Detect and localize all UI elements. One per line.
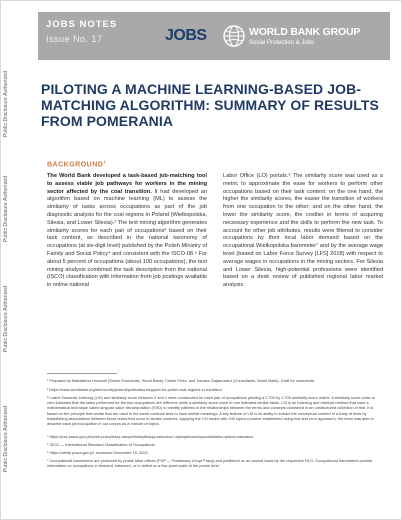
- disclosure-label: Public Disclosure Authorized: [3, 286, 9, 353]
- footnote: ¹ Prepared by Maddalena Honorati (Senior Economist, World Bank), Céline Ferré, and Tomasz Gajderowicz (Consultants, World Bank). Draft for comments.: [47, 378, 315, 383]
- disclosure-label: Public Disclosure Authorized: [3, 406, 9, 473]
- body-column-right: Labor Office (LO) portals.⁶ The similarity score was used as a metric to approximate the ease for workers to perform other occupations based on their task content: on the one hand, the higher the similarity scores, the easier the transition of workers from one occupation to the other; and on the other hand, the lower the similarity score, the costlier in terms of acquiring necessary experience and the skills to perform the new task. To account for other job attributes, results were filtered to consider occupations by their local labor demand based on the occupational Wielkopolska barometer⁷ and by the average wage level (based on Labor Force Survey [LFS] 2018) with respect to average wages in occupations in the mining sectors. For Silesia and Lower Silesia, high-potential professions were identified based on a desk review of published regional labor market analysis.: [223, 173, 383, 289]
- wbg-subtitle: Social Protection & Jobs: [249, 40, 315, 46]
- lead-sentence: The World Bank developed a task-based job-matching tool to assess viable job pathways for workers in the mining sector affected by the coal transition.: [47, 173, 207, 195]
- footnote: ⁵ ISCO — International Standard Classification of Occupations.: [47, 442, 156, 447]
- wbg-name: WORLD BANK GROUP: [249, 26, 361, 38]
- body-column-left: [47, 173, 207, 290]
- footnote: ² https://www.worldbank.org/en/country/poland/publication/support-for-polish-coal-regions-in-transition: [47, 387, 222, 392]
- footnote: ⁴ https://psz.praca.gov.pl/rynek-pracy/bazy-danych/klasyfikacja-zawodow-i-specjalnosci/wyszukiwarka-opisow-zawodow: [47, 434, 254, 439]
- series-title: JOBS NOTES: [46, 19, 118, 30]
- footnote-divider: [47, 373, 117, 374]
- section-heading: [47, 159, 106, 168]
- section-footnote-marker: 1: [103, 159, 107, 164]
- section-heading-text: BACKGROUND: [47, 161, 104, 169]
- disclosure-label: Public Disclosure Authorized: [3, 176, 9, 243]
- document-title: PILOTING A MACHINE LEARNING-BASED JOB-MATCHING ALGORITHM: SUMMARY OF RESULTS FROM POMERANIA: [41, 81, 379, 129]
- footnote: ³ Latent Semantic Indexing (LSI) and similarity score between 0 and 1 were constructed for each pair of occupations yielding a 2,700 by 2,700 similarity score matrix. A similarity score close to zero indicates that the tasks performed for the two occupations are different, while a similarity score close to one indicates similar tasks. LSI is an indexing and retrieval method that uses a mathematical technique called singular value decomposition (SVD) to identify patterns in the relationships between the terms and concepts contained in an unstructured collection of text. It is based on the principle that words that are used in the same contexts tend to have similar meanings. A key feature of LSI is its ability to extract the conceptual content of a body of texts by establishing associations between those terms that occur in similar contexts. Applying the LSI model with 100 topics (number established using trial and error approach), the team was able to describe each job/occupation in our corpus as a mixture of topics.: [47, 395, 376, 427]
- disclosure-label: Public Disclosure Authorized: [3, 71, 9, 138]
- body-text-left: It had developed an algorithm based on machine learning (ML) to assess the similarity of tasks across occupations as part of the job diagnostic analysis for the coal regions in Poland (Wielkopolska, Silesia, and Lower Silesia).² The text mining algorithm generates similarity scores for each pair of occupations³ based on their task content, as described in the national taxonomy of occupations (at six-digit level) published by the Polish Ministry of Family and Social Policy⁴ and consistent with the ISCO-08.⁵ For about 5 percent of occupations (about 100 occupations), the text mining analysis combined the task description from the national (ISCO) classification with information from job postings available in online national: [47, 188, 207, 289]
- footnote: ⁶ https://oferty.praca.gov.pl/, accessed December 15, 2022.: [47, 450, 149, 455]
- jobs-logo: JOBS: [165, 27, 207, 44]
- world-bank-globe-icon: [223, 25, 245, 47]
- issue-number: Issue No. 17: [46, 34, 103, 44]
- footnote: ⁷ Occupational barometers are produced by poviat labor offices (PUP — Powiatowy Urząd Pracy) and published on an annual basis by the respective RLO. Occupational barometers provide information on occupations in demand, balanced, or in deficit on a five-point scale at the poviat level.: [47, 458, 373, 469]
